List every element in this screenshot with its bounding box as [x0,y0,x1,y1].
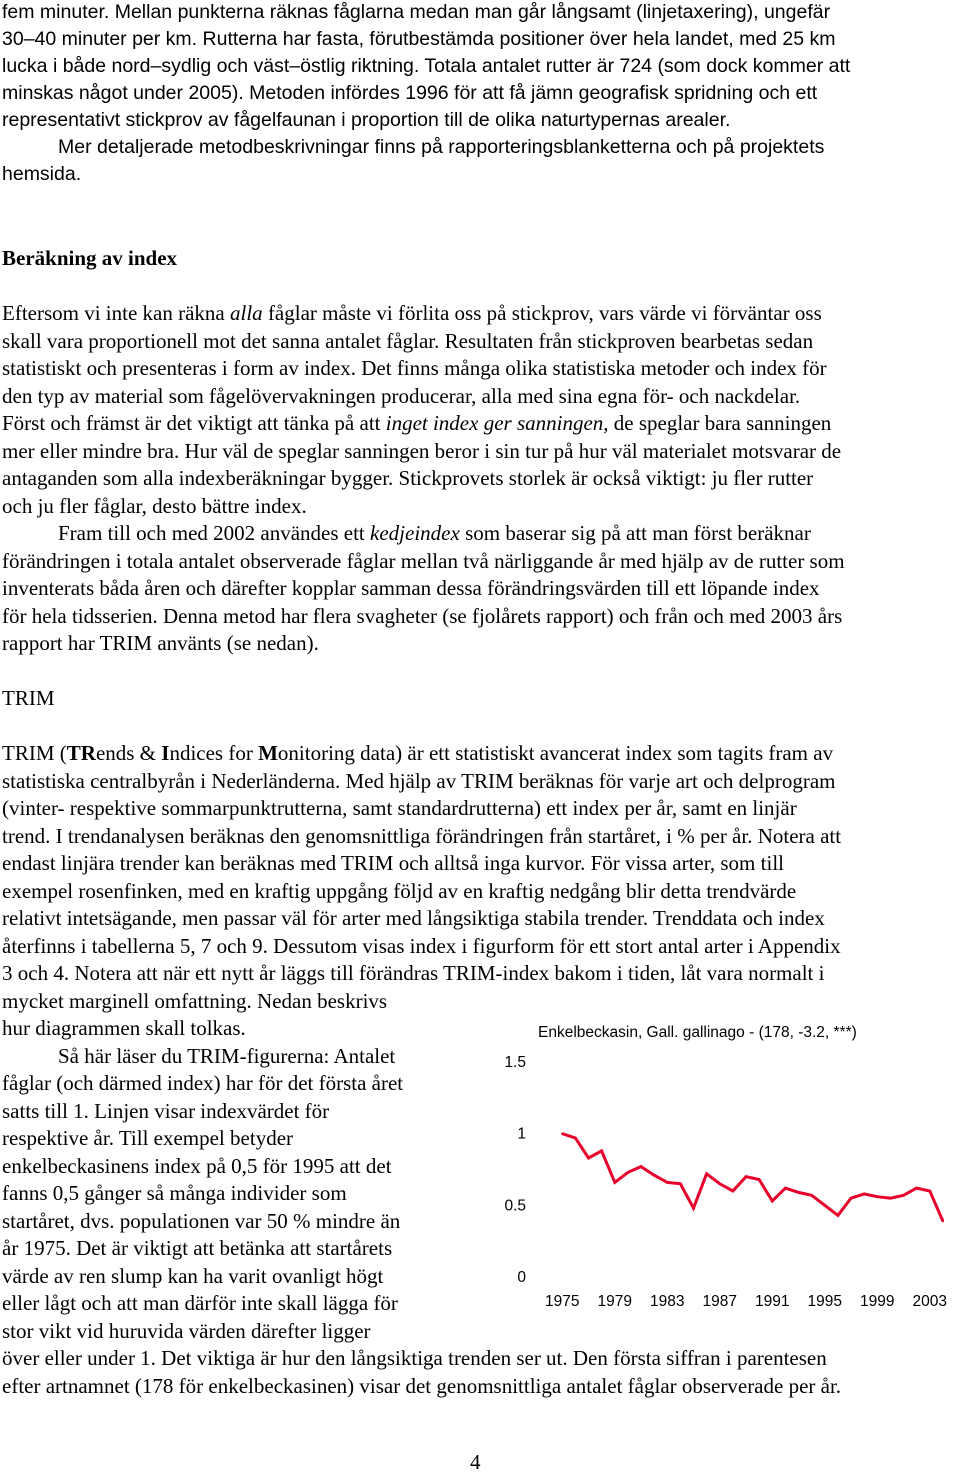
index-line-chart [486,1014,960,1316]
text-run: TRIM ( [2,741,67,765]
paragraph-line: mer eller mindre bra. Hur väl de speglar sanningen beror i sin tur på hur väl materialet motsvarar de [2,439,842,463]
paragraph-line: över eller under 1. Det viktiga är hur den långsiktiga trenden ser ut. Den första siffran i parentesen [2,1346,827,1370]
x-tick-label: 1995 [807,1293,842,1310]
paragraph-line: värde av ren slump kan ha varit ovanligt högt [2,1264,384,1288]
paragraph-line: antaganden som alla indexberäkningar bygger. Stickprovets storlek är också viktigt: ju fler rutter [2,466,814,490]
text-run: Eftersom vi inte kan räkna [2,301,231,325]
x-tick-label: 1975 [545,1293,580,1310]
paragraph-line: mycket marginell omfattning. Nedan beskrivs [2,989,388,1013]
x-tick-label: 2003 [912,1293,947,1310]
data-point [902,1194,904,1196]
data-point [876,1196,878,1198]
y-tick-label: 0.5 [504,1197,526,1215]
paragraph-line: 3 och 4. Notera att när ett nytt år läggs till förändras TRIM-index bakom i tiden, låt vara normalt i [2,961,825,985]
data-point [719,1183,721,1185]
y-tick-label: 0 [517,1269,526,1286]
data-point [627,1171,629,1173]
data-point [574,1137,576,1139]
section-heading: TRIM [2,686,55,710]
text-run: onitoring data) är ett statistiskt avancerat index som tagits fram av [277,741,834,765]
paragraph-line: startåret, dvs. populationen var 50 % mindre än [2,1209,401,1233]
text-run: som baserar sig på att man först beräknar [459,521,811,545]
x-tick-label: 1987 [702,1293,737,1310]
y-tick-label: 1 [517,1125,526,1143]
intro-line: lucka i både nord–sydlig och väst–östlig riktning. Totala antalet rutter är 724 (som dock kommer att [2,55,851,77]
paragraph-line: förändringen i totala antalet observerade fåglar mellan två närliggande år med hjälp av de rutter som [2,549,845,573]
page-number: 4 [470,1450,481,1474]
series-line-enkelbeckasin [562,1134,943,1221]
data-point [824,1204,826,1206]
bold-letter: I [161,741,170,765]
paragraph-line: för hela tidsserien. Denna metod har flera svagheter (se fjolårets rapport) och från och med 2003 års [2,604,843,628]
emphasis: alla [230,301,263,325]
paragraph-line: (vinter- respektive sommarpunktrutterna, samt standardrutterna) ett index per år, samt en linjär [2,796,797,820]
paragraph-line: hur diagrammen skall tolkas. [2,1016,246,1040]
paragraph-line: enkelbeckasinens index på 0,5 för 1995 att det [2,1154,392,1178]
data-point [915,1187,917,1189]
paragraph-line: efter artnamnet (178 för enkelbeckasinen) visar det genomsnittliga antalet fåglar observerade per år. [2,1374,842,1398]
intro-line: fem minuter. Mellan punkterna räknas fåglarna medan man går långsamt (linjetaxering), ungefär [2,1,831,23]
data-point [600,1150,602,1152]
chart-title: Enkelbeckasin, Gall. gallinago - (178, -3.2, ***) [538,1024,857,1041]
data-point [771,1200,773,1202]
intro-line: hemsida. [2,163,82,185]
paragraph-line: inventerats båda åren och därefter kopplar samman dessa förändringsvärden till ett löpande index [2,576,820,600]
paragraph-line: år 1975. Det är viktigt att betänka att startårets [2,1236,393,1260]
paragraph-line: statistiskt och presenteras i form av index. Det finns många olika statistiska metoder och index för [2,356,827,380]
data-point [614,1181,616,1183]
paragraph-line: Så här läser du TRIM-figurerna: Antalet [58,1044,396,1068]
paragraph-line: och ju fler fåglar, desto bättre index. [2,494,307,518]
data-point [692,1207,694,1209]
paragraph-line [2,303,822,324]
paragraph-line: statistiska centralbyrån i Nederländerna. Med hjälp av TRIM beräknas för varje art och delprogram [2,769,836,793]
emphasis: kedjeindex [370,521,460,545]
data-point [653,1174,655,1176]
data-point [732,1190,734,1192]
section-heading: Beräkning av index [2,246,178,270]
x-tick-label: 1991 [755,1293,790,1310]
data-point [758,1178,760,1180]
text-run: ends & [95,741,162,765]
paragraph-line: satts till 1. Linjen visar indexvärdet för [2,1099,330,1123]
paragraph-line: exempel rosenfinken, med en kraftig uppgång följd av en kraftig nedgång blir detta trendvärde [2,879,797,903]
paragraph-line: återfinns i tabellerna 5, 7 och 9. Dessutom visas index i figurform för ett stort antal arter i Appendix [2,934,841,958]
data-point [837,1214,839,1216]
paragraph-line: rapport har TRIM använts (se nedan). [2,631,319,655]
x-tick-label: 1999 [860,1293,895,1310]
data-point [705,1173,707,1175]
bold-letter: M [258,741,278,765]
paragraph-line: den typ av material som fågelövervakningen producerar, alla med sina egna för- och nackdelar. [2,384,801,408]
data-point [797,1191,799,1193]
text-run: Fram till och med 2002 användes ett [58,521,371,545]
y-tick-label: 1.5 [504,1054,526,1071]
paragraph-line: trend. I trendanalysen beräknas den genomsnittliga förändringen från startåret, i % per år. Notera att [2,824,842,848]
y-axis-ticks [504,1054,526,1286]
x-axis-ticks [545,1293,947,1310]
paragraph-line: stor vikt vid huruvida värden därefter ligger [2,1319,371,1343]
data-point [929,1190,931,1192]
bold-letter: TR [66,741,96,765]
paragraph-line [2,413,831,434]
data-point [587,1157,589,1159]
paragraph-line [58,523,811,544]
paragraph-line [2,743,833,764]
data-point [889,1197,891,1199]
data-point [679,1183,681,1185]
text-run: fåglar måste vi förlita oss på stickprov, vars värde vi förväntar oss [262,301,822,325]
paragraph-line: fanns 0,5 gånger så många individer som [2,1181,347,1205]
data-point [850,1197,852,1199]
text-run: Först och främst är det viktigt att tänka på att [2,411,386,435]
data-point [784,1187,786,1189]
paragraph-line: relativt intetsägande, men passar väl för arter med långsiktiga stabila trender. Trenddata och index [2,906,825,930]
paragraph-line: respektive år. Till exempel betyder [2,1126,294,1150]
text-run: ndices for [169,741,259,765]
x-tick-label: 1983 [650,1293,685,1310]
emphasis: inget index ger sanningen [385,411,604,435]
paragraph-line: fåglar (och därmed index) har för det första året [2,1071,404,1095]
intro-line: 30–40 minuter per km. Rutterna har fasta, förutbestämda positioner över hela landet, med 25 km [2,28,836,50]
intro-line: minskas något under 2005). Metoden infördes 1996 för att få jämn geografisk spridning och ett [2,82,818,104]
data-point [745,1175,747,1177]
text-run: , de speglar bara sanningen [603,411,832,435]
intro-line: Mer detaljerade metodbeskrivningar finns på rapporteringsblanketterna och på projektets [58,136,825,158]
data-point [640,1165,642,1167]
data-point [863,1193,865,1195]
intro-line: representativt stickprov av fågelfaunan i proportion till de olika naturtypernas arealer. [2,109,731,131]
data-point [561,1132,563,1134]
x-tick-label: 1979 [597,1293,632,1310]
paragraph-line: endast linjära trender kan beräknas med TRIM och alltså inga kurvor. För vissa arter, som till [2,851,784,875]
data-point [942,1220,944,1222]
paragraph-line: skall vara proportionell mot det sanna antalet fåglar. Resultaten från stickproven bearbetas sedan [2,329,814,353]
paragraph-line: eller lågt och att man därför inte skall lägga för [2,1291,398,1315]
data-point [666,1181,668,1183]
data-point [810,1194,812,1196]
